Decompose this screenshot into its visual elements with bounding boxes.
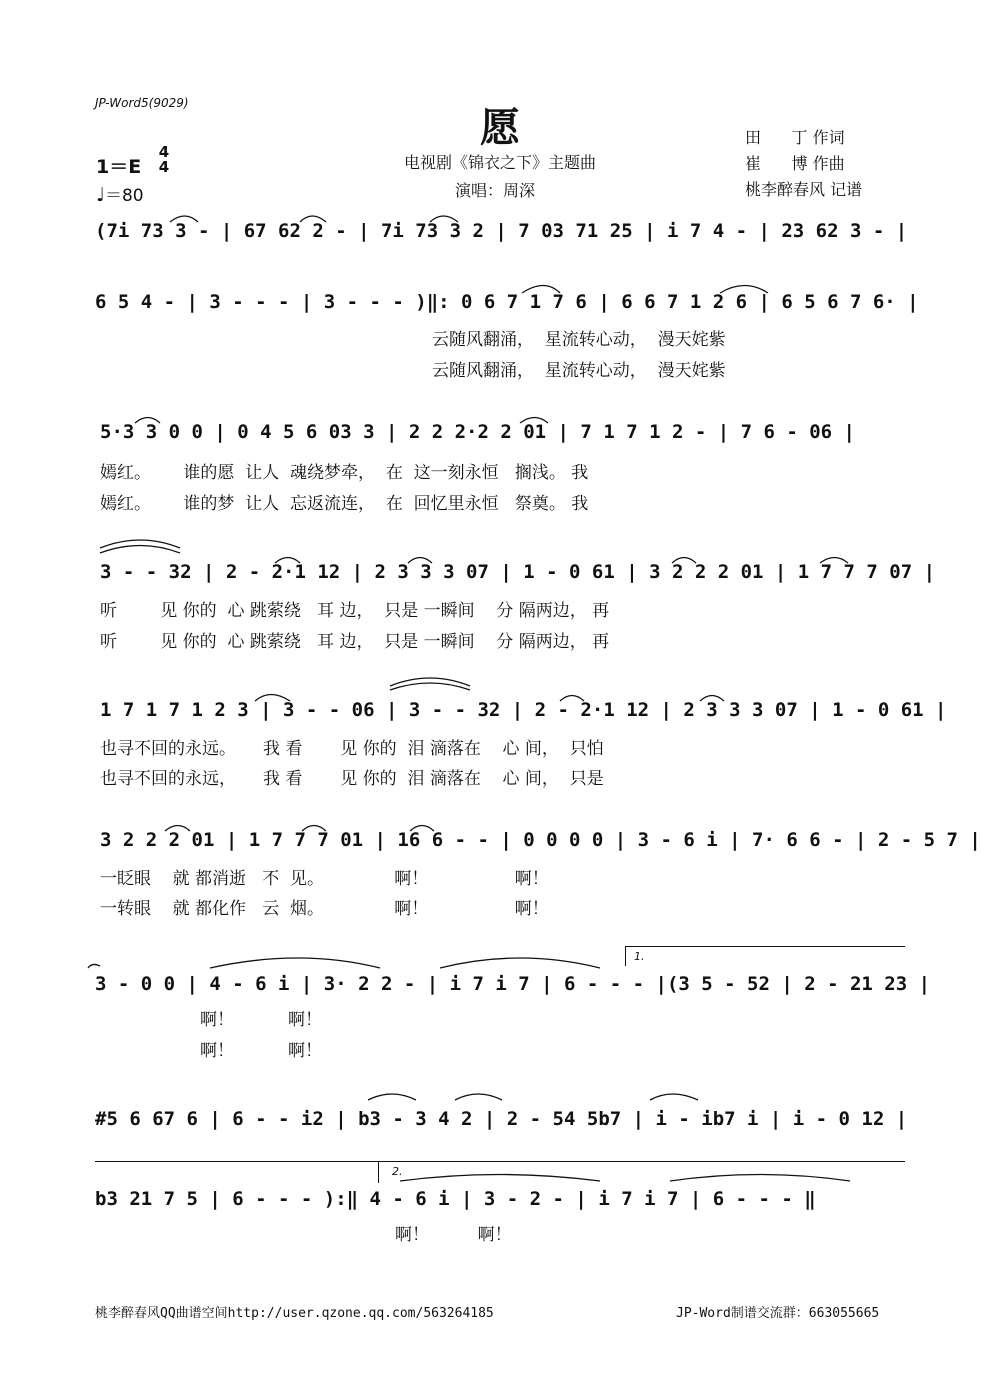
lyrics-line-9-verse-1: 啊！ 啊！ <box>395 1225 512 1245</box>
slur <box>135 418 160 424</box>
time-signature-bottom: 4 <box>158 158 170 176</box>
lyrics-line-2-verse-1: 云随风翻涌， 星流转心动， 漫天姹紫 <box>432 330 726 350</box>
score-line-6: 3 2 2 2 01 | 1 7 7 7 01 | 16 6 - - | 0 0 0 0 | 3 - 6 i | 7· 6 6 - | 2 - 5 7 | <box>100 829 981 851</box>
singer-credit: 演唱：周深 <box>455 181 536 200</box>
score-line-5: 1 7 1 7 1 2 3 | 3 - - 06 | 3 - - 32 | 2 - 2·1 12 | 2 3 3 3 07 | 1 - 0 61 | <box>100 699 947 721</box>
slur <box>820 558 848 564</box>
transcriber-credit: 桃李醉春风 记谱 <box>745 180 863 199</box>
lyrics-line-5-verse-2: 也寻不回的永远， 我 看 见 你的 泪 滴落在 心 间， 只是 <box>100 769 604 789</box>
slur <box>302 826 326 832</box>
slur <box>390 683 470 690</box>
second-ending-number: 2. <box>392 1165 403 1178</box>
lyrics-line-6-verse-2: 一转眼 就 都化作 云 烟。 啊！ 啊！ <box>100 899 549 919</box>
slur <box>275 558 300 564</box>
slur <box>520 418 548 424</box>
slur <box>720 286 768 294</box>
slur <box>672 558 696 564</box>
slur <box>400 1175 600 1182</box>
slur <box>300 216 326 222</box>
slur <box>255 695 290 702</box>
slur <box>100 540 180 548</box>
slur <box>210 958 380 968</box>
slur <box>170 216 198 222</box>
slur <box>100 546 180 554</box>
score-line-8: #5 6 67 6 | 6 - - i2 | b3 - 3 4 2 | 2 - 54 5b7 | i - ib7 i | i - 0 12 | <box>95 1108 908 1130</box>
slur <box>455 1094 502 1100</box>
song-title: 愿 <box>480 105 520 151</box>
slur <box>165 826 190 832</box>
software-label: JP-Word5(9029) <box>95 96 189 110</box>
song-subtitle: 电视剧《锦衣之下》主题曲 <box>403 153 596 172</box>
lyrics-line-4-verse-1: 听 见 你的 心 跳萦绕 耳 边， 只是 一瞬间 分 隔两边， 再 <box>100 601 610 621</box>
lyrics-line-4-verse-2: 听 见 你的 心 跳萦绕 耳 边， 只是 一瞬间 分 隔两边， 再 <box>100 632 610 652</box>
score-line-9: b3 21 7 5 | 6 - - - ):‖ 4 - 6 i | 3 - 2 - | i 7 i 7 | 6 - - - ‖ <box>95 1188 816 1210</box>
footer-group: JP-Word制谱交流群：663055665 <box>676 1306 880 1321</box>
lyrics-line-3-verse-2: 嫣红。 谁的梦 让人 忘返流连， 在 回忆里永恒 祭奠。 我 <box>100 494 589 514</box>
slur <box>88 964 100 968</box>
lyrics-line-3-verse-1: 嫣红。 谁的愿 让人 魂绕梦牵， 在 这一刻永恒 搁浅。 我 <box>100 463 589 483</box>
slur <box>430 216 458 222</box>
slur <box>650 1094 698 1100</box>
lyricist-credit: 田 丁 作词 <box>745 128 845 147</box>
quarter-note-icon: ♩ <box>96 184 105 206</box>
lyrics-line-7-verse-1: 啊！ 啊！ <box>200 1010 323 1030</box>
score-line-2: 6 5 4 - | 3 - - - | 3 - - - )‖: 0 6 7 1 7 6 | 6 6 7 1 2 6 | 6 5 6 7 6· | <box>95 291 919 313</box>
composer-credit: 崔 博 作曲 <box>745 154 845 173</box>
lyrics-line-6-verse-1: 一眨眼 就 都消逝 不 见。 啊！ 啊！ <box>100 869 549 889</box>
slur <box>440 958 600 968</box>
slur <box>390 678 470 686</box>
footer-source: 桃李醉春风QQ曲谱空间http://user.qzone.qq.com/563264185 <box>95 1306 494 1321</box>
slur <box>410 826 434 832</box>
score-line-4: 3 - - 32 | 2 - 2·1 12 | 2 3 3 3 07 | 1 - 0 61 | 3 2 2 2 01 | 1 7 7 7 07 | <box>100 561 936 583</box>
slur <box>700 696 724 702</box>
key-signature: 1＝E <box>96 156 142 178</box>
time-signature-top: 4 <box>158 143 170 161</box>
score-line-1: (7i 73 3 - | 67 62 2 - | 7i 73 3 2 | 7 03 71 25 | i 7 4 - | 23 62 3 - | <box>95 220 908 242</box>
score-line-3: 5·3 3 0 0 | 0 4 5 6 03 3 | 2 2 2·2 2 01 | 7 1 7 1 2 - | 7 6 - 06 | <box>100 421 855 443</box>
score-line-7: 3 - 0 0 | 4 - 6 i | 3· 2 2 - | i 7 i 7 | 6 - - - |(3 5 - 52 | 2 - 21 23 | <box>95 973 931 995</box>
lyrics-line-2-verse-2: 云随风翻涌， 星流转心动， 漫天姹紫 <box>432 361 726 381</box>
slur <box>522 286 560 294</box>
first-ending-number: 1. <box>634 950 645 963</box>
lyrics-line-7-verse-2: 啊！ 啊！ <box>200 1041 323 1061</box>
slur <box>368 1094 416 1100</box>
slur <box>408 558 432 564</box>
tempo-value: ＝80 <box>104 186 144 206</box>
lyrics-line-5-verse-1: 也寻不回的永远。 我 看 见 你的 泪 滴落在 心 间， 只怕 <box>100 739 604 759</box>
slur <box>560 696 584 702</box>
slur <box>670 1175 850 1182</box>
